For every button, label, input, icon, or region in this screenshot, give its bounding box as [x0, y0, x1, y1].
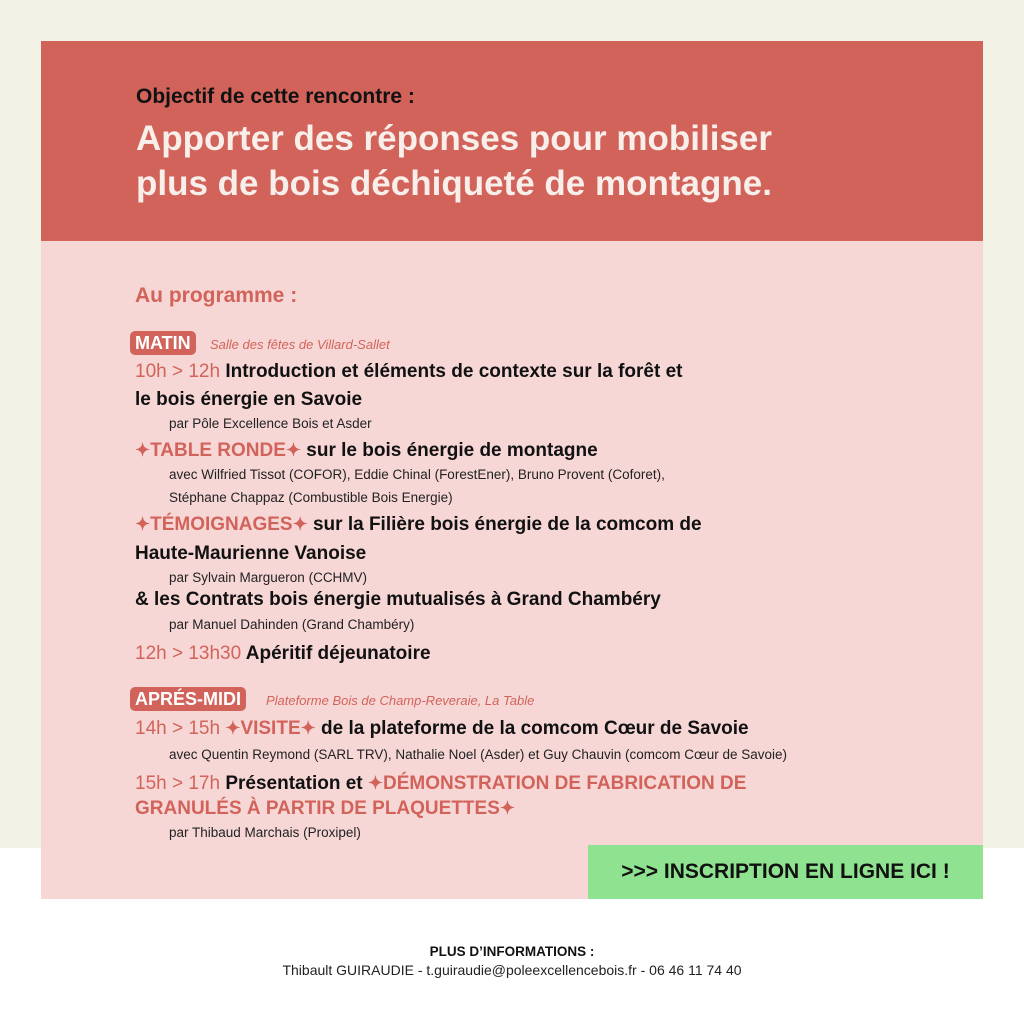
morning-item3-title-line1: sur la Filière bois énergie de la comcom de: [312, 514, 702, 535]
afternoon-item1-title: [135, 715, 749, 742]
morning-item5: [135, 640, 431, 667]
footer-title: PLUS D’INFORMATIONS :: [429, 944, 595, 959]
morning-item1-title-line2: le bois énergie en Savoie: [135, 389, 363, 410]
morning-item1-line1: [135, 358, 683, 385]
morning-item3-highlight: TÉMOIGNAGES: [150, 514, 293, 535]
footer-contact: Thibault GUIRAUDIE - t.guiraudie@poleexcellencebois.fr - 06 46 11 74 40: [282, 962, 742, 978]
morning-item2-by-line2: Stéphane Chappaz (Combustible Bois Energie): [169, 490, 453, 505]
four-point-star-icon: ✦: [135, 514, 151, 534]
four-point-star-icon: ✦: [285, 440, 301, 460]
afternoon-item2-by: par Thibaud Marchais (Proxipel): [169, 825, 361, 840]
four-point-star-icon: ✦: [135, 440, 151, 460]
objective-title-line2: plus de bois déchiqueté de montagne.: [136, 164, 772, 203]
afternoon-badge: APRÉS-MIDI: [130, 687, 246, 711]
objective-title: [136, 116, 896, 206]
afternoon-item2-highlight-line2: GRANULÉS À PARTIR DE PLAQUETTES: [135, 798, 500, 819]
four-point-star-icon: ✦: [292, 514, 308, 534]
morning-item4-by: par Manuel Dahinden (Grand Chambéry): [169, 617, 415, 632]
afternoon-item1-time: 14h > 15h: [135, 718, 221, 739]
morning-badge: MATIN: [130, 331, 196, 355]
morning-item2-highlight: TABLE RONDE: [150, 440, 286, 461]
four-point-star-icon: ✦: [499, 798, 515, 818]
afternoon-item1-by: avec Quentin Reymond (SARL TRV), Nathalie Noel (Asder) et Guy Chauvin (comcom Cœur de Savoie): [169, 747, 787, 762]
morning-item2-title-text: sur le bois énergie de montagne: [306, 440, 598, 461]
morning-item1-title-line1: Introduction et éléments de contexte sur la forêt et: [225, 361, 683, 382]
morning-item3-title-line2: Haute-Maurienne Vanoise: [135, 543, 367, 564]
morning-item2-by-line1: avec Wilfried Tissot (COFOR), Eddie Chinal (ForestEner), Bruno Provent (Coforet),: [169, 467, 665, 482]
morning-item1-by: par Pôle Excellence Bois et Asder: [169, 416, 372, 431]
morning-location: Salle des fêtes de Villard-Sallet: [210, 337, 390, 352]
afternoon-item2-highlight-line1: DÉMONSTRATION DE FABRICATION DE: [382, 773, 747, 794]
objective-title-line1: Apporter des réponses pour mobiliser: [136, 119, 772, 158]
afternoon-item1-title-text: de la plateforme de la comcom Cœur de Savoie: [321, 718, 749, 739]
morning-item1-time: 10h > 12h: [135, 361, 221, 382]
afternoon-item2-time: 15h > 17h: [135, 773, 221, 794]
four-point-star-icon: ✦: [300, 718, 316, 738]
afternoon-item2-line1: [135, 770, 746, 797]
afternoon-location: Plateforme Bois de Champ-Reveraie, La Table: [266, 693, 535, 708]
four-point-star-icon: ✦: [367, 773, 383, 793]
four-point-star-icon: ✦: [225, 718, 241, 738]
morning-item3-title: [135, 511, 702, 538]
objective-label: Objectif de cette rencontre :: [136, 85, 415, 108]
afternoon-item1-highlight: VISITE: [240, 718, 301, 739]
online-registration-button[interactable]: >>> INSCRIPTION EN LIGNE ICI !: [588, 845, 983, 899]
objective-banner: [41, 41, 983, 241]
morning-item5-time: 12h > 13h30: [135, 643, 242, 664]
morning-item3-by: par Sylvain Margueron (CCHMV): [169, 570, 368, 585]
morning-item5-title: Apéritif déjeunatoire: [245, 643, 431, 664]
program-heading: Au programme :: [135, 284, 298, 307]
afternoon-item2-line2: [135, 795, 515, 822]
morning-item2-title: [135, 437, 598, 464]
morning-item4-title: & les Contrats bois énergie mutualisés à Grand Chambéry: [135, 589, 661, 610]
afternoon-item2-title: Présentation et: [225, 773, 363, 794]
